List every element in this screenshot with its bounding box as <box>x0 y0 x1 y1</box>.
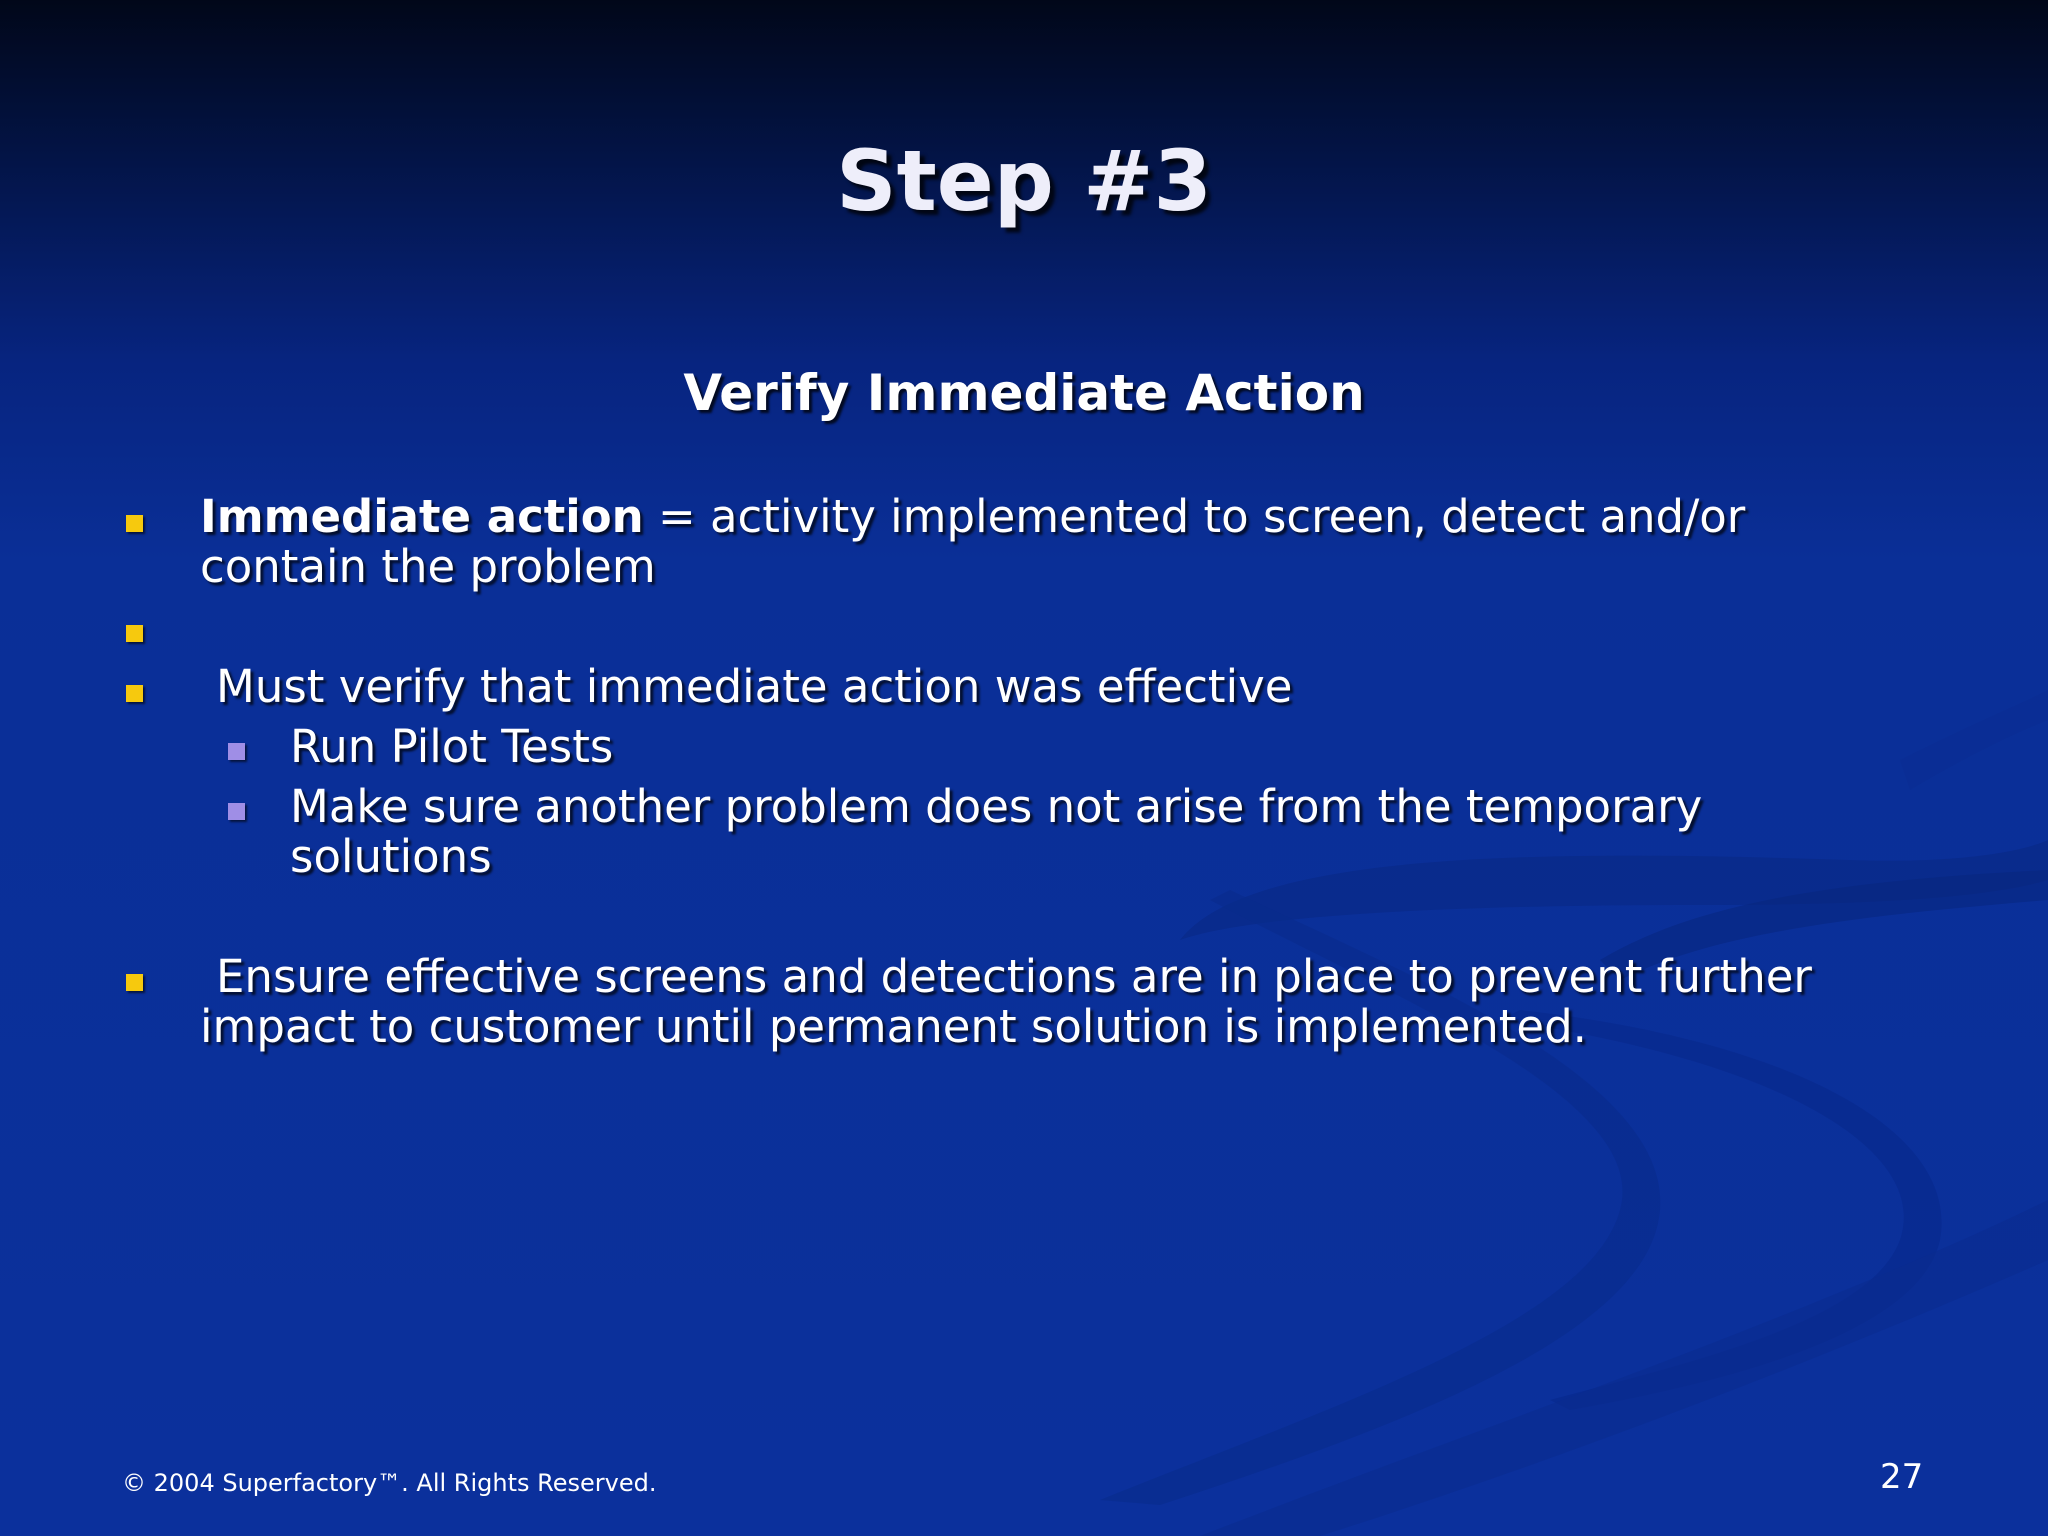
bullet-line <box>200 952 1812 1002</box>
bullet-definition: = activity implemented to screen, detect and/or <box>643 490 1746 543</box>
bullet-line-text: Ensure effective screens and detections are in place to prevent further <box>216 950 1812 1003</box>
page-number: 27 <box>1880 1457 1924 1497</box>
bullet-item-immediate-action <box>200 492 1745 592</box>
copyright-footer: © 2004 Superfactory™. All Rights Reserved. <box>122 1469 657 1497</box>
sub-bullet-square-icon <box>228 803 245 820</box>
sub-bullet-make-sure <box>290 782 1702 882</box>
bullet-square-icon <box>126 625 143 642</box>
bullet-square-icon <box>126 974 143 991</box>
slide-subtitle: Verify Immediate Action <box>683 364 1365 422</box>
slide-title: Step #3 <box>836 132 1212 230</box>
bullet-item-ensure <box>200 952 1812 1052</box>
bullet-item-verify: Must verify that immediate action was effective <box>216 660 1293 713</box>
sub-bullet-square-icon <box>228 743 245 760</box>
sub-bullet-run-pilot-tests: Run Pilot Tests <box>290 720 614 773</box>
sub-bullet-line-continuation: solutions <box>290 830 492 883</box>
bullet-bold-term: Immediate action <box>200 490 644 543</box>
sub-bullet-line: Make sure another problem does not arise from the temporary <box>290 780 1703 833</box>
bullet-line-continuation: contain the problem <box>200 540 656 593</box>
bullet-line <box>200 492 1745 542</box>
bullet-square-icon <box>126 685 143 702</box>
bullet-square-icon <box>126 515 143 532</box>
bullet-line-continuation: impact to customer until permanent solution is implemented. <box>200 1000 1587 1053</box>
